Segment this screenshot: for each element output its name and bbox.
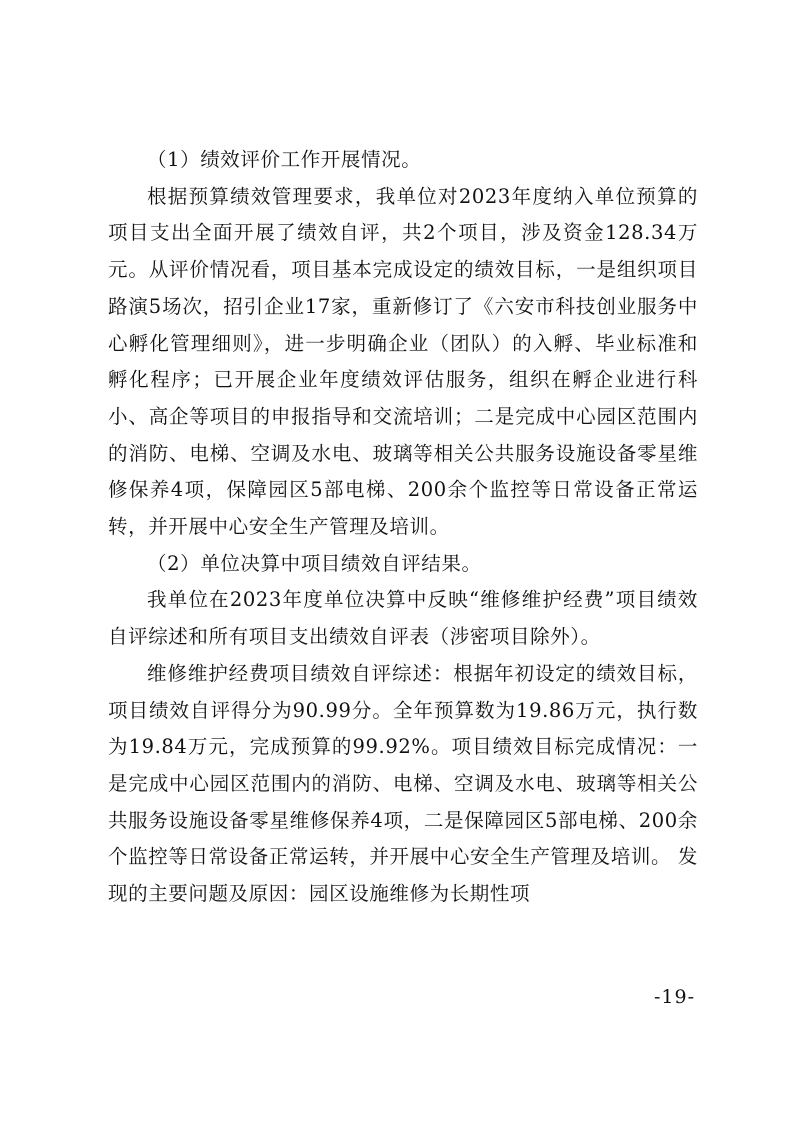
section-heading-1: （1）绩效评价工作开展情况。: [147, 148, 422, 171]
section-heading-2: （2）单位决算中项目绩效自评结果。: [147, 551, 482, 575]
paragraph-evaluation-overview: 根据预算绩效管理要求，我单位对2023年度纳入单位预算的项目支出全面开展了绩效自评，共2个项目，涉及资金128.34万元。从评价情况看，项目基本完成设定的绩效目标，一是组织项目路演5场次，招引企业17家，重新修订了《六安市科技创业服务中心孵化管理细则》，进一步明确企业（团队）的入孵、毕业标准和孵化程序；已开展企业年度绩效评估服务，组织在孵企业进行科小、高企等项目的申报指导和交流培训；二是完成中心园区范围内的消防、电梯、空调及水电、玻璃等相关公共服务设施设备零星维修保养4项，保障园区5部电梯、200余个监控等日常设备正常运转，并开展中心安全生产管理及培训。: [108, 184, 698, 539]
paragraph-maintenance-summary: 维修维护经费项目绩效自评综述：根据年初设定的绩效目标，项目绩效自评得分为90.99分。全年预算数为19.86万元，执行数为19.84万元，完成预算的99.92%。项目绩效目标完成情况：一是完成中心园区范围内的消防、电梯、空调及水电、玻璃等相关公共服务设施设备零星维修保养4项，二是保障园区5部电梯、200余个监控等日常设备正常运转，并开展中心安全生产管理及培训。 发现的主要问题及原因：园区设施维修为长期性项: [108, 661, 698, 906]
document-body: [108, 142, 698, 913]
paragraph-final-accounts: 我单位在2023年度单位决算中反映“维修维护经费”项目绩效自评综述和所有项目支出绩效自评表（涉密项目除外）。: [108, 588, 698, 649]
page-number: -19-: [653, 986, 695, 1008]
